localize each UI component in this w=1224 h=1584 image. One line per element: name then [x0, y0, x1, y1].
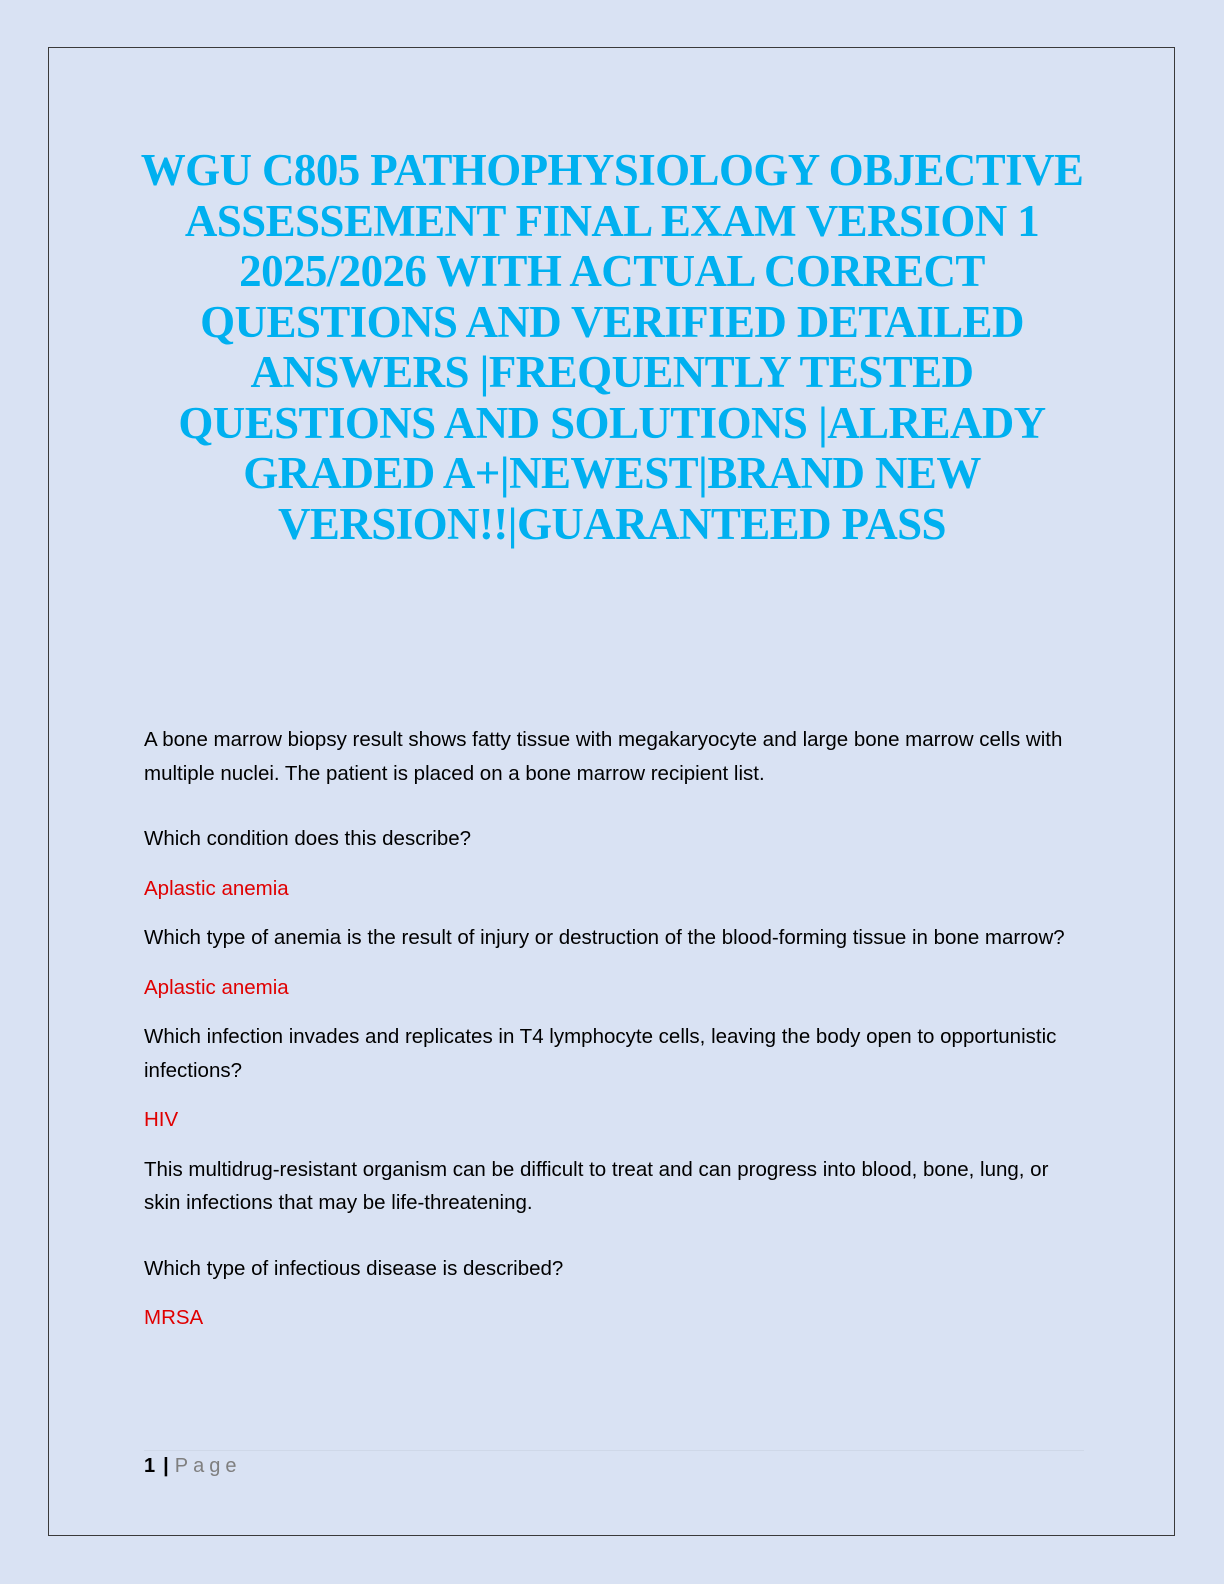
q4-scenario: This multidrug-resistant organism can be difficult to treat and can progress into blood, bone, lung, or skin infections that may be life-threatening. — [144, 1157, 1049, 1214]
page-label: Page — [174, 1455, 242, 1477]
footer-divider — [144, 1450, 1084, 1451]
q1-scenario: A bone marrow biopsy result shows fatty tissue with megakaryocyte and large bone marrow cells with multiple nuclei. The patient is placed on a bone marrow recipient list. — [144, 728, 1063, 785]
q1-answer: Aplastic anemia — [144, 876, 289, 900]
q2-answer: Aplastic anemia — [144, 975, 289, 999]
q2-question: Which type of anemia is the result of injury or destruction of the blood-forming tissue in bone marrow? — [144, 926, 1065, 949]
page-footer — [144, 1452, 241, 1480]
page-number: 1 — [144, 1455, 156, 1477]
footer-separator: | — [163, 1455, 169, 1477]
q3-question: Which infection invades and replicates in T4 lymphocyte cells, leaving the body open to opportunistic infections? — [144, 1025, 1057, 1082]
q1-question: Which condition does this describe? — [144, 827, 472, 850]
q4-question: Which type of infectious disease is described? — [144, 1256, 564, 1280]
q4-answer: MRSA — [144, 1306, 204, 1329]
q3-answer: HIV — [144, 1108, 179, 1131]
document-title: WGU C805 PATHOPHYSIOLOGY OBJECTIVE ASSESSEMENT FINAL EXAM VERSION 1 2025/2026 WITH ACTUAL CORRECT QUESTIONS AND VERIFIED DETAILED ANSWERS |FREQUENTLY TESTED QUESTIONS AND SOLUTIONS |ALREADY GRADED A+|NEWEST|BRAND NEW VERSION!!|GUARANTEED PASS — [140, 145, 1084, 549]
qa-content — [144, 723, 1084, 1351]
